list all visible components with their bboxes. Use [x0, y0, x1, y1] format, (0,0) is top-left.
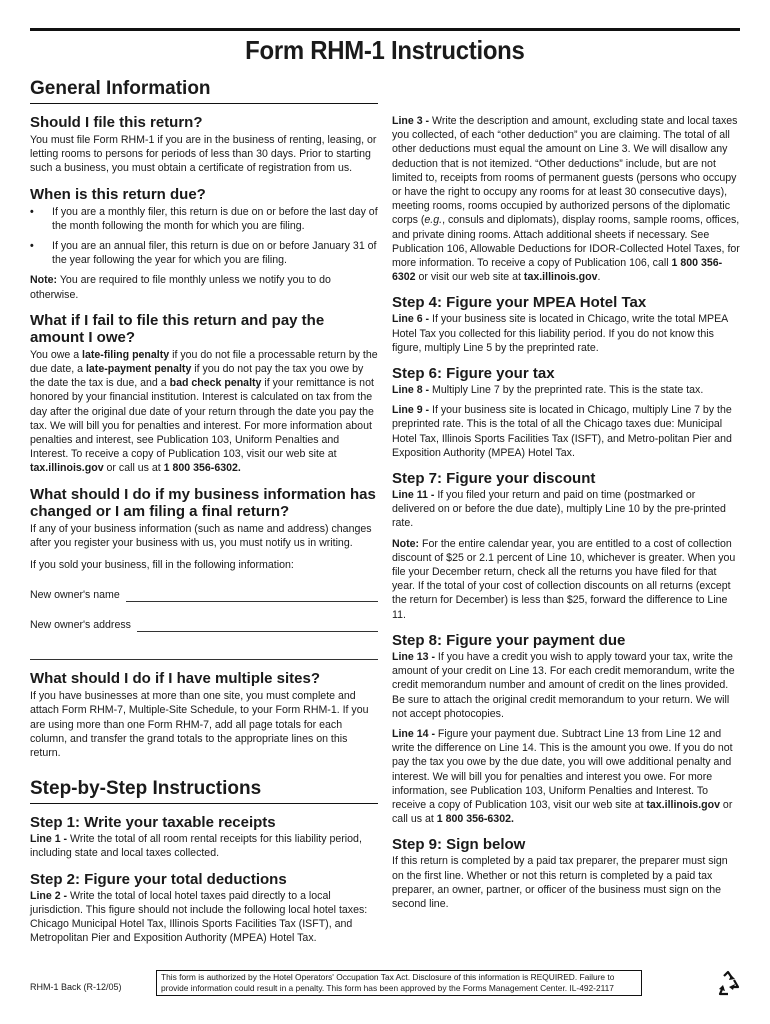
- step-8-heading: Step 8: Figure your payment due: [392, 631, 626, 649]
- line-9-text: If your business site is located in Chicago, multiply Line 7 by the preprinted rate. This is the total of all the Chicago taxes due: Municipal Hotel Tax, Illinois Sports Facilities Tax (ISFT), and Metro-politan Pier and Exposition Authority (MPEA) Hotel Tax.: [392, 404, 732, 459]
- step-6-line-8: [392, 383, 740, 397]
- business-change-heading: What should I do if my business information has changed or I am filing a final return?: [30, 485, 376, 520]
- line-8-text: Multiply Line 7 by the preprinted rate. This is the state tax.: [429, 384, 704, 397]
- new-owner-name-line[interactable]: [126, 590, 378, 602]
- web-link[interactable]: tax.illinois.gov: [646, 798, 720, 811]
- line-13-text: If you have a credit you wish to apply toward your tax, write the amount of your credit on Line 13. For each credit memorandum, write the credit memorandum number and amount of credit on the lines provided. Be sure to attach the original credit memorandum to your return. We will not accept photocopies.: [392, 650, 735, 720]
- line-11-label: Line 11 -: [392, 489, 435, 502]
- page-title: Form RHM-1 Instructions: [245, 35, 525, 65]
- step-2-heading: Step 2: Figure your total deductions: [30, 870, 287, 888]
- step-9-text: If this return is completed by a paid tax preparer, the preparer must sign on the first line. Whether or not this return is completed by a paid tax preparer, an owner, partner, or officer of the business must sign on the second line.: [392, 855, 728, 910]
- new-owner-address-line[interactable]: [137, 620, 378, 632]
- step-4-line-6: [392, 312, 740, 355]
- line-1-text: Write the total of all room rental receipts for this liability period, including state and local taxes collected.: [30, 833, 362, 860]
- bullet-icon: •: [30, 240, 34, 253]
- phone-number: 1 800 356-6302.: [163, 462, 241, 475]
- fail-text-3: if you do not pay the tax you owe by the date the tax is due, and a: [30, 363, 364, 390]
- step-7-note: [392, 537, 740, 622]
- step-2-line-3: [392, 114, 740, 284]
- line-3-label: Line 3 -: [392, 115, 430, 127]
- fail-text-2: if you do not file a processable return by the due date, a: [30, 348, 378, 376]
- line-11-text: If you filed your return and paid on time (postmarked or delivered on or before the due date), multiply Line 10 by the pre-printed rate.: [392, 489, 726, 530]
- fail-to-file-text: [30, 348, 378, 476]
- step-6-line-9: [392, 403, 740, 460]
- multiple-sites-text: If you have businesses at more than one site, you must complete and attach Form RHM-7, Multiple-Site Schedule, to your Form RHM-1. If you are using more than one Form RHM-7, add all page totals for each column, and transfer the grand totals to the appropriate lines on this return.: [30, 690, 369, 760]
- title-block: [30, 28, 740, 66]
- web-link[interactable]: tax.illinois.gov: [30, 462, 104, 475]
- late-filing-penalty-term: late-filing penalty: [82, 348, 170, 361]
- line-14-text-b: or call us at: [392, 798, 733, 826]
- line-3-text-d: .: [597, 271, 601, 284]
- line-9-label: Line 9 -: [392, 404, 430, 417]
- bad-check-penalty-term: bad check penalty: [169, 377, 262, 390]
- step-7-heading: Step 7: Figure your discount: [392, 470, 596, 488]
- new-owner-address-label: New owner's address: [30, 619, 131, 632]
- phone-number: 1 800 356-6302.: [436, 813, 514, 826]
- recycle-icon: [714, 970, 742, 998]
- note-label: Note:: [392, 537, 420, 550]
- fail-text-4: if your remittance is not honored by your financial institution. Interest is calculated on tax from the day after the original due date of your return through the date you pay the tax. We will bill you for penalties and interest. For more information about penalties and interest, see Publication 103, Uniform Penalties and Interest. To receive a copy of Publication 103, visit our web site at: [30, 377, 374, 461]
- should-file-text: You must file Form RHM-1 if you are in the business of renting, leasing, or letting rooms to persons for periods of less than 30 days. Prior to starting such a business, you must obtain a certificate of registration from us.: [30, 134, 377, 175]
- business-change-text: If any of your business information (such as name and address) changes after you register your business with us, you must notify us in writing.: [30, 522, 372, 549]
- note-label: Note:: [30, 274, 58, 287]
- step-1-line-1: [30, 832, 378, 860]
- phone-number: 1 800 356-6302: [392, 257, 723, 284]
- line-14-text-a: Figure your payment due. Subtract Line 13 from Line 12 and write the difference on Line 14. This is the amount you owe. If you do not pay the tax you owe by the due date, you will owe additional penalty and interest. We will bill you for penalties and interest you owe. For more information, see Publication 103, Uniform Penalties and Interest. To receive a copy of Publication 103, visit our web site at: [392, 727, 733, 811]
- step-8-line-14: [392, 727, 740, 826]
- line-3-eg: e.g.: [424, 214, 443, 227]
- when-due-heading: When is this return due?: [30, 185, 206, 203]
- step-6-heading: Step 6: Figure your tax: [392, 365, 555, 383]
- step-8-line-13: [392, 650, 740, 721]
- web-link[interactable]: tax.illinois.gov: [523, 271, 598, 284]
- note-text: For the entire calendar year, you are entitled to a cost of collection discount of $25 or 2.1 percent of Line 10, whichever is greater. When you file your December return, check all the returns you have filed for that year. If the total of your cost of collection discounts on all returns (except the return for December) is less than $25, forward the difference to Line 11.: [392, 537, 736, 621]
- fail-text-5: or call us at: [103, 462, 164, 475]
- step-2-line-2: [30, 889, 378, 946]
- line-3-text-c: or visit our web site at: [415, 271, 524, 284]
- line-14-label: Line 14 -: [392, 727, 435, 740]
- due-bullet-annual-text: If you are an annual filer, this return is due on or before January 31 of the year following the year for which you are filing.: [52, 240, 377, 267]
- line-2-text: Write the total of local hotel taxes paid directly to a local jurisdiction. This figure should not include the following local hotel taxes: Chicago Municipal Hotel Tax, Illinois Sports Facilities Tax (ISFT), and Metropolitan Pier and Exposition Authority (MPEA) Hotel Tax.: [30, 889, 368, 945]
- new-owner-address-line-2[interactable]: [30, 658, 378, 660]
- line-3-text-a: Write the description and amount, excluding state and local taxes you collected, of each “other deduction” you are claiming. The total of all other deductions must equal the amount on Line 3. We will disallow any deduction that is not itemized. “Other deductions” include, but are not limited to, receipts from rooms of permanent guests (persons who occupy or have the right to occupy any rooms for at least 30 consecutive days), meeting rooms, rooms occupied by authorized persons of the diplomatic corps (: [392, 115, 738, 227]
- step-7-line-11: [392, 488, 740, 531]
- line-6-text: If your business site is located in Chicago, write the total MPEA Hotel Tax you collected for this liability period. If you do not know this figure, multiply Line 5 by the preprinted rate.: [392, 313, 728, 354]
- due-bullet-monthly: [30, 205, 378, 233]
- line-6-label: Line 6 -: [392, 313, 430, 326]
- should-file-heading: Should I file this return?: [30, 114, 203, 131]
- left-column: [30, 78, 378, 952]
- general-information-heading: General Information: [30, 78, 378, 104]
- authority-statement: This form is authorized by the Hotel Operators' Occupation Tax Act. Disclosure of this information is REQUIRED. Failure to provide information could result in a penalty. This form has been approved by the Forms Management Center. IL-492-2117: [156, 970, 642, 996]
- fail-text-1: You owe a: [30, 348, 83, 361]
- new-owner-name-field[interactable]: [30, 588, 378, 602]
- line-2-label: Line 2 -: [30, 889, 68, 902]
- multiple-sites-heading: What should I do if I have multiple sites?: [30, 670, 321, 688]
- form-code: RHM-1 Back (R-12/05): [30, 982, 122, 992]
- late-payment-penalty-term: late-payment penalty: [85, 363, 192, 376]
- due-note: [30, 273, 378, 301]
- line-1-label: Line 1 -: [30, 833, 68, 846]
- step-by-step-heading: Step-by-Step Instructions: [30, 778, 378, 804]
- step-9-heading: Step 9: Sign below: [392, 836, 526, 854]
- step-4-heading: Step 4: Figure your MPEA Hotel Tax: [392, 294, 647, 312]
- due-bullet-annual: [30, 239, 378, 267]
- bullet-icon: •: [30, 205, 34, 218]
- line-3-text-b: , consuls and diplomats), display rooms, sample rooms, offices, and private dining rooms. Attach additional sheets if necessary. See Publication 106, Allowable Deductions for IDOR-Collected Hotel Taxes, for more information. To receive a copy of Publication 106, call: [392, 214, 740, 270]
- fail-to-file-heading: What if I fail to file this return and pay the amount I owe?: [30, 311, 325, 346]
- line-8-label: Line 8 -: [392, 384, 430, 397]
- right-column: [392, 84, 740, 917]
- new-owner-name-label: New owner's name: [30, 589, 120, 602]
- line-13-label: Line 13 -: [392, 650, 435, 663]
- new-owner-address-field[interactable]: [30, 618, 378, 632]
- step-1-heading: Step 1: Write your taxable receipts: [30, 814, 276, 832]
- note-text: You are required to file monthly unless we notify you to do otherwise.: [30, 274, 331, 301]
- due-bullet-monthly-text: If you are a monthly filer, this return is due on or before the last day of the month following the month for which you are filing.: [52, 205, 378, 232]
- sold-business-text: If you sold your business, fill in the following information:: [30, 559, 294, 572]
